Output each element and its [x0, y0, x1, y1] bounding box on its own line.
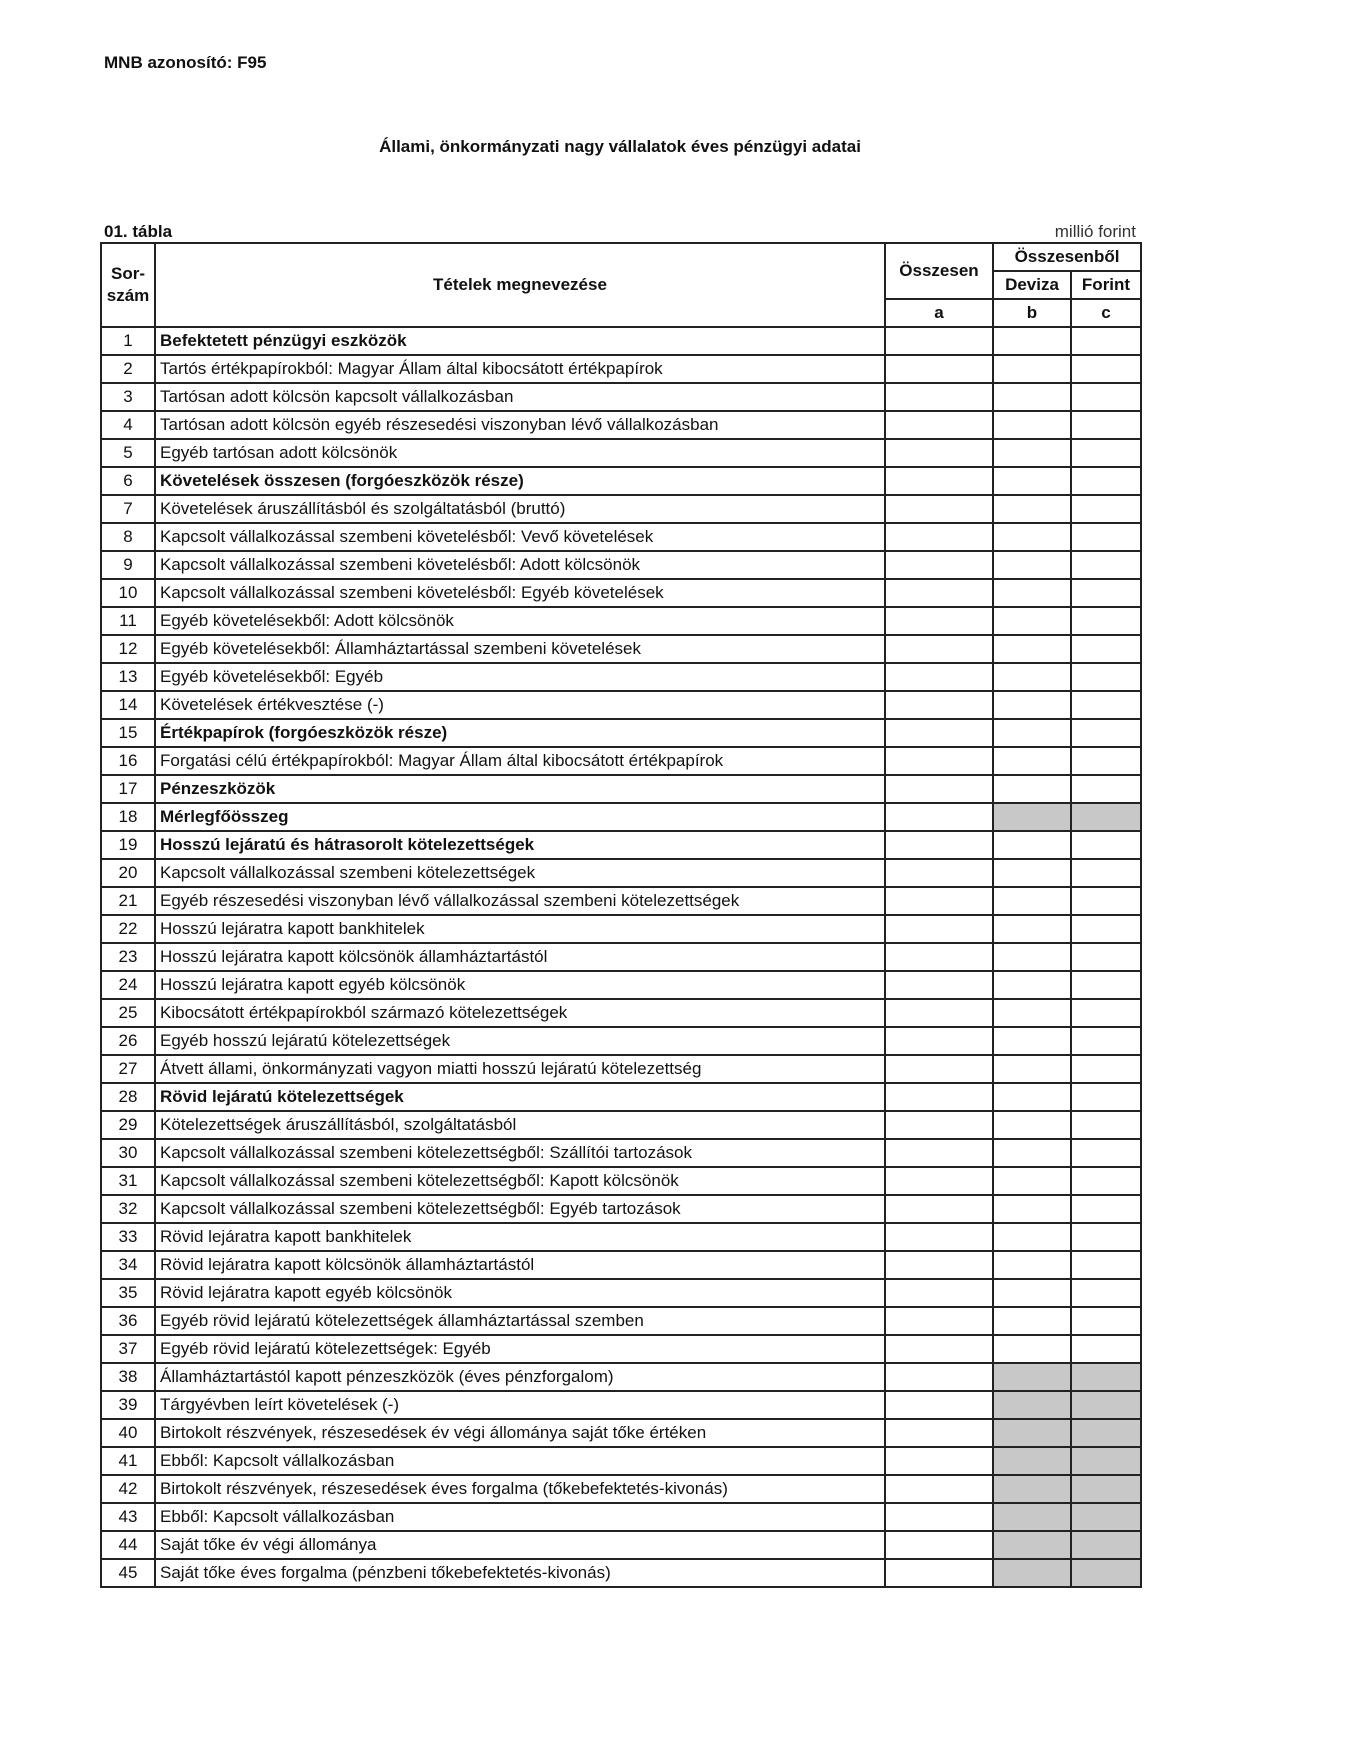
row-number: 44	[101, 1531, 155, 1559]
row-number: 9	[101, 551, 155, 579]
cell-forint-c	[1071, 803, 1141, 831]
cell-forint-c[interactable]	[1071, 1223, 1141, 1251]
table-label: 01. tábla	[104, 222, 173, 241]
cell-total-a[interactable]	[885, 1083, 993, 1111]
cell-forint-c[interactable]	[1071, 1139, 1141, 1167]
row-item-name: Követelések összesen (forgóeszközök része)	[155, 467, 885, 495]
cell-total-a[interactable]	[885, 495, 993, 523]
row-number: 4	[101, 411, 155, 439]
table-row	[101, 607, 1141, 635]
row-number: 27	[101, 1055, 155, 1083]
table-row	[101, 1111, 1141, 1139]
table-row	[101, 1363, 1141, 1391]
cell-forint-c[interactable]	[1071, 1111, 1141, 1139]
cell-deviza-b[interactable]	[993, 1083, 1071, 1111]
cell-total-a[interactable]	[885, 1111, 993, 1139]
cell-total-a[interactable]	[885, 1055, 993, 1083]
cell-deviza-b[interactable]	[993, 915, 1071, 943]
row-number: 10	[101, 579, 155, 607]
row-number: 17	[101, 775, 155, 803]
cell-forint-c[interactable]	[1071, 943, 1141, 971]
row-number: 33	[101, 1223, 155, 1251]
cell-forint-c[interactable]	[1071, 1055, 1141, 1083]
cell-forint-c	[1071, 1391, 1141, 1419]
row-item-name: Kapcsolt vállalkozással szembeni kötelezettségből: Szállítói tartozások	[155, 1139, 885, 1167]
row-number: 20	[101, 859, 155, 887]
cell-forint-c[interactable]	[1071, 635, 1141, 663]
table-row	[101, 1335, 1141, 1363]
row-item-name: Egyéb részesedési viszonyban lévő vállalkozással szembeni kötelezettségek	[155, 887, 885, 915]
cell-deviza-b[interactable]	[993, 971, 1071, 999]
table-row	[101, 831, 1141, 859]
cell-total-a[interactable]	[885, 915, 993, 943]
row-item-name: Hosszú lejáratra kapott kölcsönök államháztartástól	[155, 943, 885, 971]
row-number: 6	[101, 467, 155, 495]
cell-total-a[interactable]	[885, 1335, 993, 1363]
table-row	[101, 495, 1141, 523]
row-number: 12	[101, 635, 155, 663]
cell-deviza-b[interactable]	[993, 411, 1071, 439]
cell-deviza-b	[993, 1503, 1071, 1531]
row-item-name: Forgatási célú értékpapírokból: Magyar Állam által kibocsátott értékpapírok	[155, 747, 885, 775]
cell-total-a[interactable]	[885, 887, 993, 915]
cell-deviza-b[interactable]	[993, 1055, 1071, 1083]
cell-forint-c	[1071, 1475, 1141, 1503]
cell-total-a[interactable]	[885, 1391, 993, 1419]
table-row	[101, 663, 1141, 691]
cell-deviza-b[interactable]	[993, 887, 1071, 915]
cell-deviza-b[interactable]	[993, 1027, 1071, 1055]
row-number: 15	[101, 719, 155, 747]
cell-forint-c[interactable]	[1071, 1335, 1141, 1363]
cell-total-a[interactable]	[885, 1279, 993, 1307]
cell-deviza-b	[993, 1531, 1071, 1559]
table-row	[101, 859, 1141, 887]
cell-total-a[interactable]	[885, 1531, 993, 1559]
table-row	[101, 1503, 1141, 1531]
table-row	[101, 1391, 1141, 1419]
row-item-name: Kötelezettségek áruszállításból, szolgáltatásból	[155, 1111, 885, 1139]
cell-forint-c	[1071, 1503, 1141, 1531]
table-row	[101, 439, 1141, 467]
cell-deviza-b[interactable]	[993, 859, 1071, 887]
row-item-name: Egyéb követelésekből: Egyéb	[155, 663, 885, 691]
table-row	[101, 579, 1141, 607]
cell-forint-c[interactable]	[1071, 775, 1141, 803]
cell-deviza-b[interactable]	[993, 383, 1071, 411]
row-item-name: Kapcsolt vállalkozással szembeni követelésből: Adott kölcsönök	[155, 551, 885, 579]
cell-deviza-b[interactable]	[993, 1251, 1071, 1279]
cell-total-a[interactable]	[885, 551, 993, 579]
cell-deviza-b[interactable]	[993, 1279, 1071, 1307]
cell-deviza-b[interactable]	[993, 1223, 1071, 1251]
header-deviza: Deviza	[993, 271, 1071, 299]
cell-total-a[interactable]	[885, 1307, 993, 1335]
row-item-name: Saját tőke éves forgalma (pénzbeni tőkebefektetés-kivonás)	[155, 1559, 885, 1587]
row-item-name: Egyéb rövid lejáratú kötelezettségek: Egyéb	[155, 1335, 885, 1363]
row-number: 18	[101, 803, 155, 831]
cell-deviza-b[interactable]	[993, 495, 1071, 523]
row-number: 43	[101, 1503, 155, 1531]
table-row	[101, 747, 1141, 775]
row-number: 14	[101, 691, 155, 719]
cell-deviza-b[interactable]	[993, 691, 1071, 719]
row-number: 21	[101, 887, 155, 915]
cell-total-a[interactable]	[885, 859, 993, 887]
header-sorszam-line1: Sor-	[111, 264, 145, 283]
row-item-name: Birtokolt részvények, részesedések éves forgalma (tőkebefektetés-kivonás)	[155, 1475, 885, 1503]
cell-forint-c	[1071, 1531, 1141, 1559]
table-body	[101, 327, 1141, 1587]
row-number: 36	[101, 1307, 155, 1335]
cell-forint-c[interactable]	[1071, 915, 1141, 943]
header-of-which: Összesenből	[993, 243, 1141, 271]
cell-forint-c	[1071, 1419, 1141, 1447]
row-item-name: Kapcsolt vállalkozással szembeni kötelezettségek	[155, 859, 885, 887]
row-number: 2	[101, 355, 155, 383]
row-item-name: Tartósan adott kölcsön egyéb részesedési viszonyban lévő vállalkozásban	[155, 411, 885, 439]
cell-deviza-b[interactable]	[993, 1307, 1071, 1335]
table-row	[101, 971, 1141, 999]
row-item-name: Ebből: Kapcsolt vállalkozásban	[155, 1447, 885, 1475]
cell-deviza-b[interactable]	[993, 467, 1071, 495]
cell-forint-c[interactable]	[1071, 1251, 1141, 1279]
cell-total-a[interactable]	[885, 831, 993, 859]
cell-total-a[interactable]	[885, 1027, 993, 1055]
cell-total-a[interactable]	[885, 663, 993, 691]
cell-total-a[interactable]	[885, 719, 993, 747]
cell-total-a[interactable]	[885, 1139, 993, 1167]
row-item-name: Egyéb tartósan adott kölcsönök	[155, 439, 885, 467]
row-number: 25	[101, 999, 155, 1027]
row-number: 31	[101, 1167, 155, 1195]
row-item-name: Saját tőke év végi állománya	[155, 1531, 885, 1559]
row-number: 26	[101, 1027, 155, 1055]
table-row	[101, 1419, 1141, 1447]
cell-deviza-b	[993, 1475, 1071, 1503]
row-number: 29	[101, 1111, 155, 1139]
cell-total-a[interactable]	[885, 1559, 993, 1587]
row-item-name: Hosszú lejáratra kapott egyéb kölcsönök	[155, 971, 885, 999]
cell-total-a[interactable]	[885, 579, 993, 607]
cell-forint-c	[1071, 1363, 1141, 1391]
row-number: 23	[101, 943, 155, 971]
cell-forint-c[interactable]	[1071, 411, 1141, 439]
row-number: 16	[101, 747, 155, 775]
row-number: 38	[101, 1363, 155, 1391]
table-row	[101, 1251, 1141, 1279]
header-sorszam	[101, 243, 155, 327]
cell-forint-c[interactable]	[1071, 1027, 1141, 1055]
cell-total-a[interactable]	[885, 607, 993, 635]
row-number: 5	[101, 439, 155, 467]
cell-deviza-b	[993, 803, 1071, 831]
row-number: 30	[101, 1139, 155, 1167]
row-number: 3	[101, 383, 155, 411]
table-row	[101, 719, 1141, 747]
header-code-b: b	[993, 299, 1071, 327]
row-item-name: Hosszú lejáratú és hátrasorolt kötelezettségek	[155, 831, 885, 859]
row-item-name: Pénzeszközök	[155, 775, 885, 803]
cell-total-a[interactable]	[885, 999, 993, 1027]
cell-forint-c[interactable]	[1071, 1167, 1141, 1195]
cell-total-a[interactable]	[885, 439, 993, 467]
cell-total-a[interactable]	[885, 383, 993, 411]
row-item-name: Egyéb követelésekből: Adott kölcsönök	[155, 607, 885, 635]
cell-forint-c[interactable]	[1071, 747, 1141, 775]
cell-deviza-b	[993, 1391, 1071, 1419]
table-row	[101, 1139, 1141, 1167]
cell-forint-c[interactable]	[1071, 327, 1141, 355]
row-number: 41	[101, 1447, 155, 1475]
cell-forint-c[interactable]	[1071, 467, 1141, 495]
table-row	[101, 523, 1141, 551]
row-item-name: Követelések áruszállításból és szolgáltatásból (bruttó)	[155, 495, 885, 523]
row-item-name: Kapcsolt vállalkozással szembeni kötelezettségből: Egyéb tartozások	[155, 1195, 885, 1223]
table-row	[101, 327, 1141, 355]
cell-forint-c[interactable]	[1071, 859, 1141, 887]
row-item-name: Rövid lejáratra kapott kölcsönök államháztartástól	[155, 1251, 885, 1279]
cell-total-a[interactable]	[885, 1167, 993, 1195]
row-item-name: Mérlegfőösszeg	[155, 803, 885, 831]
cell-total-a[interactable]	[885, 1447, 993, 1475]
table-row	[101, 803, 1141, 831]
cell-forint-c[interactable]	[1071, 607, 1141, 635]
cell-total-a[interactable]	[885, 1419, 993, 1447]
row-number: 13	[101, 663, 155, 691]
table-row	[101, 775, 1141, 803]
data-table	[100, 242, 1142, 1588]
cell-total-a[interactable]	[885, 971, 993, 999]
table-row	[101, 355, 1141, 383]
table-row	[101, 691, 1141, 719]
cell-forint-c[interactable]	[1071, 831, 1141, 859]
row-item-name: Kibocsátott értékpapírokból származó kötelezettségek	[155, 999, 885, 1027]
document-title: Állami, önkormányzati nagy vállalatok éves pénzügyi adatai	[379, 137, 861, 156]
row-item-name: Államháztartástól kapott pénzeszközök (éves pénzforgalom)	[155, 1363, 885, 1391]
row-item-name: Birtokolt részvények, részesedések év végi állománya saját tőke értéken	[155, 1419, 885, 1447]
row-item-name: Befektetett pénzügyi eszközök	[155, 327, 885, 355]
row-number: 39	[101, 1391, 155, 1419]
row-item-name: Egyéb rövid lejáratú kötelezettségek államháztartással szemben	[155, 1307, 885, 1335]
table-row	[101, 1475, 1141, 1503]
cell-forint-c[interactable]	[1071, 1083, 1141, 1111]
cell-deviza-b	[993, 1419, 1071, 1447]
cell-total-a[interactable]	[885, 1251, 993, 1279]
cell-deviza-b[interactable]	[993, 327, 1071, 355]
cell-deviza-b	[993, 1559, 1071, 1587]
cell-forint-c[interactable]	[1071, 887, 1141, 915]
row-number: 1	[101, 327, 155, 355]
cell-deviza-b[interactable]	[993, 579, 1071, 607]
cell-total-a[interactable]	[885, 691, 993, 719]
cell-total-a[interactable]	[885, 1223, 993, 1251]
table-row	[101, 887, 1141, 915]
cell-total-a[interactable]	[885, 523, 993, 551]
cell-deviza-b[interactable]	[993, 1111, 1071, 1139]
mnb-identifier: MNB azonosító: F95	[104, 53, 267, 72]
cell-forint-c[interactable]	[1071, 971, 1141, 999]
row-item-name: Értékpapírok (forgóeszközök része)	[155, 719, 885, 747]
row-number: 34	[101, 1251, 155, 1279]
cell-forint-c[interactable]	[1071, 579, 1141, 607]
cell-forint-c[interactable]	[1071, 523, 1141, 551]
row-item-name: Rövid lejáratra kapott bankhitelek	[155, 1223, 885, 1251]
row-item-name: Tartós értékpapírokból: Magyar Állam által kibocsátott értékpapírok	[155, 355, 885, 383]
header-total: Összesen	[885, 243, 993, 299]
row-item-name: Kapcsolt vállalkozással szembeni követelésből: Egyéb követelések	[155, 579, 885, 607]
row-item-name: Átvett állami, önkormányzati vagyon miatti hosszú lejáratú kötelezettség	[155, 1055, 885, 1083]
row-number: 28	[101, 1083, 155, 1111]
row-item-name: Ebből: Kapcsolt vállalkozásban	[155, 1503, 885, 1531]
row-number: 19	[101, 831, 155, 859]
table-row	[101, 1279, 1141, 1307]
table-row	[101, 1055, 1141, 1083]
row-number: 32	[101, 1195, 155, 1223]
cell-forint-c[interactable]	[1071, 355, 1141, 383]
table-row	[101, 1167, 1141, 1195]
cell-forint-c[interactable]	[1071, 551, 1141, 579]
header-code-a: a	[885, 299, 993, 327]
cell-deviza-b	[993, 1447, 1071, 1475]
table-row	[101, 1531, 1141, 1559]
cell-forint-c[interactable]	[1071, 663, 1141, 691]
cell-deviza-b[interactable]	[993, 523, 1071, 551]
cell-deviza-b[interactable]	[993, 439, 1071, 467]
cell-total-a[interactable]	[885, 411, 993, 439]
cell-total-a[interactable]	[885, 467, 993, 495]
cell-deviza-b[interactable]	[993, 663, 1071, 691]
cell-forint-c[interactable]	[1071, 439, 1141, 467]
row-item-name: Kapcsolt vállalkozással szembeni követelésből: Vevő követelések	[155, 523, 885, 551]
row-item-name: Követelések értékvesztése (-)	[155, 691, 885, 719]
unit-label: millió forint	[1054, 222, 1136, 241]
cell-forint-c[interactable]	[1071, 719, 1141, 747]
cell-forint-c[interactable]	[1071, 495, 1141, 523]
cell-forint-c	[1071, 1447, 1141, 1475]
cell-total-a[interactable]	[885, 1195, 993, 1223]
cell-total-a[interactable]	[885, 355, 993, 383]
table-row	[101, 635, 1141, 663]
header-code-c: c	[1071, 299, 1141, 327]
header-forint: Forint	[1071, 271, 1141, 299]
cell-forint-c[interactable]	[1071, 1279, 1141, 1307]
cell-total-a[interactable]	[885, 803, 993, 831]
cell-deviza-b[interactable]	[993, 775, 1071, 803]
table-row	[101, 551, 1141, 579]
table-row	[101, 1307, 1141, 1335]
table-row	[101, 1447, 1141, 1475]
cell-deviza-b[interactable]	[993, 1139, 1071, 1167]
row-item-name: Egyéb hosszú lejáratú kötelezettségek	[155, 1027, 885, 1055]
row-item-name: Tartósan adott kölcsön kapcsolt vállalkozásban	[155, 383, 885, 411]
row-item-name: Rövid lejáratra kapott egyéb kölcsönök	[155, 1279, 885, 1307]
row-number: 42	[101, 1475, 155, 1503]
cell-deviza-b[interactable]	[993, 943, 1071, 971]
table-row	[101, 943, 1141, 971]
row-number: 22	[101, 915, 155, 943]
table-row	[101, 383, 1141, 411]
cell-total-a[interactable]	[885, 635, 993, 663]
table-row	[101, 1195, 1141, 1223]
table-row	[101, 999, 1141, 1027]
cell-total-a[interactable]	[885, 943, 993, 971]
cell-deviza-b[interactable]	[993, 831, 1071, 859]
cell-forint-c	[1071, 1559, 1141, 1587]
row-item-name: Kapcsolt vállalkozással szembeni kötelezettségből: Kapott kölcsönök	[155, 1167, 885, 1195]
cell-deviza-b[interactable]	[993, 747, 1071, 775]
cell-deviza-b	[993, 1363, 1071, 1391]
cell-deviza-b[interactable]	[993, 551, 1071, 579]
cell-total-a[interactable]	[885, 327, 993, 355]
cell-deviza-b[interactable]	[993, 999, 1071, 1027]
row-number: 45	[101, 1559, 155, 1587]
table-row	[101, 1559, 1141, 1587]
cell-total-a[interactable]	[885, 1475, 993, 1503]
cell-forint-c[interactable]	[1071, 1307, 1141, 1335]
table-row	[101, 915, 1141, 943]
cell-total-a[interactable]	[885, 747, 993, 775]
table-row	[101, 1223, 1141, 1251]
cell-forint-c[interactable]	[1071, 999, 1141, 1027]
row-item-name: Hosszú lejáratra kapott bankhitelek	[155, 915, 885, 943]
cell-forint-c[interactable]	[1071, 691, 1141, 719]
row-number: 37	[101, 1335, 155, 1363]
table-row	[101, 467, 1141, 495]
table-row	[101, 1083, 1141, 1111]
header-item-name: Tételek megnevezése	[155, 243, 885, 327]
row-number: 35	[101, 1279, 155, 1307]
cell-deviza-b[interactable]	[993, 355, 1071, 383]
cell-deviza-b[interactable]	[993, 1167, 1071, 1195]
row-number: 8	[101, 523, 155, 551]
row-item-name: Tárgyévben leírt követelések (-)	[155, 1391, 885, 1419]
cell-forint-c[interactable]	[1071, 383, 1141, 411]
cell-deviza-b[interactable]	[993, 1195, 1071, 1223]
cell-forint-c[interactable]	[1071, 1195, 1141, 1223]
row-number: 11	[101, 607, 155, 635]
row-item-name: Egyéb követelésekből: Államháztartással szembeni követelések	[155, 635, 885, 663]
header-sorszam-line2: szám	[106, 286, 150, 305]
cell-deviza-b[interactable]	[993, 1335, 1071, 1363]
table-row	[101, 411, 1141, 439]
cell-total-a[interactable]	[885, 1363, 993, 1391]
cell-deviza-b[interactable]	[993, 607, 1071, 635]
row-number: 40	[101, 1419, 155, 1447]
cell-deviza-b[interactable]	[993, 719, 1071, 747]
row-number: 24	[101, 971, 155, 999]
table-row	[101, 1027, 1141, 1055]
cell-total-a[interactable]	[885, 1503, 993, 1531]
row-number: 7	[101, 495, 155, 523]
row-item-name: Rövid lejáratú kötelezettségek	[155, 1083, 885, 1111]
cell-total-a[interactable]	[885, 775, 993, 803]
cell-deviza-b[interactable]	[993, 635, 1071, 663]
